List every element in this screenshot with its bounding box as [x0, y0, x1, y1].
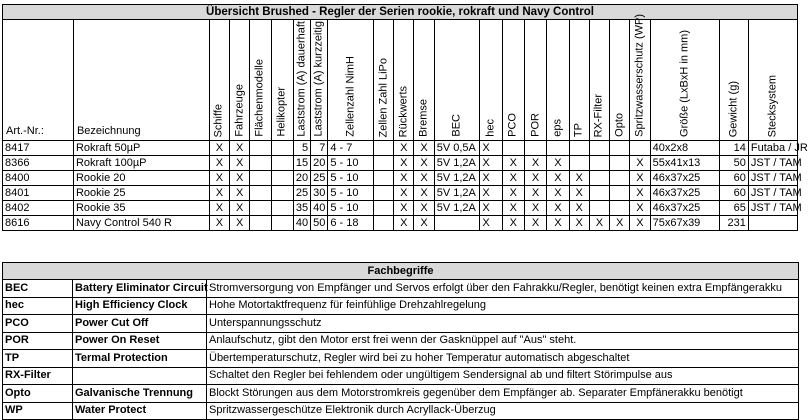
- table-row: [3, 156, 798, 171]
- cell-gewicht: 60: [719, 186, 748, 201]
- cell-nimh: 4 - 7: [328, 141, 374, 156]
- cell-pco: X: [502, 186, 524, 201]
- glossary-row: [3, 332, 799, 350]
- cell-steck: [748, 216, 797, 231]
- cell-kurz: 7: [311, 141, 328, 156]
- cell-rx: [589, 186, 609, 201]
- cell-heli: [271, 216, 293, 231]
- table-row: [3, 141, 798, 156]
- cell-opto: [610, 186, 630, 201]
- cell-por: X: [524, 156, 546, 171]
- cell-art: 8400: [3, 171, 74, 186]
- cell-eps: X: [547, 171, 569, 186]
- header-helikopter: Helikopter: [275, 87, 288, 137]
- table-title: Übersicht Brushed - Regler der Serien rookie, rokraft und Navy Control: [3, 5, 798, 20]
- glossary-full: Power Cut Off: [73, 315, 207, 333]
- cell-gewicht: 14: [719, 141, 748, 156]
- header-eps: eps: [551, 119, 564, 137]
- cell-dauer: 20: [293, 171, 310, 186]
- cell-art: 8401: [3, 186, 74, 201]
- glossary-full: Water Protect: [73, 402, 207, 420]
- glossary-desc: Übertemperaturschutz, Regler wird bei zu hoher Temperatur automatisch abgeschaltet: [207, 350, 799, 368]
- cell-wp: X: [630, 186, 650, 201]
- header-bec: BEC: [450, 114, 463, 137]
- header-rueckwerts: Rückwerts: [397, 85, 410, 137]
- glossary-abbr: BEC: [3, 280, 73, 298]
- cell-flaeche: [250, 171, 271, 186]
- cell-tp: X: [569, 171, 589, 186]
- cell-art: 8402: [3, 201, 74, 216]
- cell-heli: [271, 171, 293, 186]
- glossary-title: Fachbegriffe: [3, 263, 799, 280]
- glossary-row: [3, 280, 799, 298]
- cell-art: 8366: [3, 156, 74, 171]
- header-fahrzeuge: Fahrzeuge: [233, 84, 246, 137]
- cell-opto: [610, 156, 630, 171]
- header-laststrom-kurz: Laststrom (A) kurzzeitig: [312, 21, 325, 137]
- header-flaechenmodelle: Flächenmodelle: [253, 59, 266, 137]
- cell-kurz: 25: [311, 171, 328, 186]
- cell-opto: [610, 171, 630, 186]
- cell-steck: Futaba / JR: [748, 141, 797, 156]
- glossary-row: [3, 402, 799, 420]
- cell-wp: X: [630, 201, 650, 216]
- glossary-abbr: Opto: [3, 385, 73, 403]
- cell-fahrzeuge: X: [230, 141, 250, 156]
- glossary-row: [3, 297, 799, 315]
- glossary-desc: Blockt Störungen aus dem Motorstromkreis gegenüber dem Empfänger ab. Separater Empfänerakku benötigt: [207, 385, 799, 403]
- cell-hec: X: [480, 156, 502, 171]
- cell-steck: JST / TAM: [748, 186, 797, 201]
- cell-lipo: [373, 186, 393, 201]
- glossary-full: High Efficiency Clock: [73, 297, 207, 315]
- cell-rueck: X: [394, 201, 414, 216]
- cell-rx: [589, 141, 609, 156]
- cell-gewicht: 231: [719, 216, 748, 231]
- cell-flaeche: [250, 186, 271, 201]
- glossary-row: [3, 367, 799, 385]
- cell-name: Rookie 25: [73, 186, 209, 201]
- cell-schiffe: X: [209, 141, 229, 156]
- cell-hec: X: [480, 141, 502, 156]
- cell-bec: 5V 1,2A: [434, 156, 480, 171]
- cell-bremse: X: [414, 216, 434, 231]
- header-hec: hec: [484, 119, 497, 137]
- cell-bremse: X: [414, 141, 434, 156]
- glossary-abbr: PCO: [3, 315, 73, 333]
- header-stecksystem: Stecksystem: [766, 74, 779, 137]
- cell-por: X: [524, 186, 546, 201]
- cell-bremse: X: [414, 186, 434, 201]
- cell-eps: X: [547, 201, 569, 216]
- header-spritzwasserschutz: Spritzwasserschutz (WP): [633, 14, 646, 137]
- table-spacer: [2, 250, 798, 260]
- glossary-full: Galvanische Trennung: [73, 385, 207, 403]
- cell-tp: X: [569, 186, 589, 201]
- cell-dauer: 25: [293, 186, 310, 201]
- glossary-row: [3, 350, 799, 368]
- cell-flaeche: [250, 156, 271, 171]
- cell-heli: [271, 201, 293, 216]
- glossary-row: [3, 315, 799, 333]
- cell-steck: JST / TAM: [748, 156, 797, 171]
- cell-steck: JST / TAM: [748, 171, 797, 186]
- cell-tp: X: [569, 201, 589, 216]
- cell-schiffe: X: [209, 201, 229, 216]
- cell-heli: [271, 141, 293, 156]
- cell-tp: [569, 156, 589, 171]
- cell-fahrzeuge: X: [230, 171, 250, 186]
- cell-lipo: [373, 216, 393, 231]
- cell-hec: X: [480, 216, 502, 231]
- cell-opto: [610, 201, 630, 216]
- cell-hec: X: [480, 201, 502, 216]
- glossary-desc: Hohe Motortaktfrequenz für feinfühlige Drehzahlregelung: [207, 297, 799, 315]
- cell-kurz: 30: [311, 186, 328, 201]
- header-bremse: Bremse: [417, 99, 430, 137]
- cell-groesse: 55x41x13: [650, 156, 719, 171]
- cell-schiffe: X: [209, 216, 229, 231]
- cell-por: X: [524, 216, 546, 231]
- cell-groesse: 40x2x8: [650, 141, 719, 156]
- glossary-full: Power On Reset: [73, 332, 207, 350]
- cell-lipo: [373, 141, 393, 156]
- header-groesse: Größe (LxBxH in mm): [678, 30, 691, 137]
- cell-name: Rokraft 50µP: [73, 141, 209, 156]
- header-por: POR: [529, 113, 542, 137]
- glossary-abbr: WP: [3, 402, 73, 420]
- glossary-abbr: RX-Filter: [3, 367, 73, 385]
- cell-schiffe: X: [209, 156, 229, 171]
- header-gewicht: Gewicht (g): [727, 80, 740, 137]
- cell-heli: [271, 156, 293, 171]
- cell-rueck: X: [394, 141, 414, 156]
- header-schiffe: Schiffe: [212, 103, 225, 137]
- cell-nimh: 5 - 10: [328, 186, 374, 201]
- glossary-table: [2, 262, 799, 420]
- glossary-abbr: hec: [3, 297, 73, 315]
- cell-lipo: [373, 171, 393, 186]
- cell-name: Rookie 20: [73, 171, 209, 186]
- cell-gewicht: 50: [719, 156, 748, 171]
- header-art-nr: Art.-Nr.:: [3, 20, 74, 141]
- product-overview-table: [2, 4, 808, 231]
- cell-bec: 5V 0,5A: [434, 141, 480, 156]
- cell-nimh: 5 - 10: [328, 156, 374, 171]
- cell-por: X: [524, 201, 546, 216]
- cell-lipo: [373, 201, 393, 216]
- cell-bec: 5V 1,2A: [434, 171, 480, 186]
- cell-rx: X: [589, 216, 609, 231]
- glossary-abbr: TP: [3, 350, 73, 368]
- cell-bec: 5V 1,2A: [434, 186, 480, 201]
- cell-eps: X: [547, 156, 569, 171]
- cell-wp: X: [630, 156, 650, 171]
- cell-por: [524, 141, 546, 156]
- cell-rueck: X: [394, 171, 414, 186]
- cell-lipo: [373, 156, 393, 171]
- cell-flaeche: [250, 141, 271, 156]
- cell-flaeche: [250, 201, 271, 216]
- cell-pco: [502, 141, 524, 156]
- glossary-full: Battery Eliminator Circuit: [73, 280, 207, 298]
- cell-groesse: 46x37x25: [650, 201, 719, 216]
- cell-dauer: 5: [293, 141, 310, 156]
- glossary-abbr: POR: [3, 332, 73, 350]
- glossary-desc: Spritzwassergeschütze Elektronik durch Acryllack-Überzug: [207, 402, 799, 420]
- header-rx-filter: RX-Filter: [592, 93, 605, 137]
- cell-pco: X: [502, 156, 524, 171]
- cell-tp: [569, 141, 589, 156]
- header-row: [3, 20, 798, 141]
- cell-pco: X: [502, 216, 524, 231]
- cell-name: Rookie 35: [73, 201, 209, 216]
- header-laststrom-dauer: Laststrom (A) dauerhaft: [295, 21, 308, 137]
- cell-eps: X: [547, 186, 569, 201]
- cell-rx: [589, 171, 609, 186]
- cell-gewicht: 60: [719, 171, 748, 186]
- cell-steck: JST / TAM: [748, 201, 797, 216]
- glossary-row: [3, 385, 799, 403]
- cell-dauer: 15: [293, 156, 310, 171]
- cell-fahrzeuge: X: [230, 156, 250, 171]
- cell-heli: [271, 186, 293, 201]
- cell-por: X: [524, 171, 546, 186]
- cell-kurz: 40: [311, 201, 328, 216]
- cell-kurz: 20: [311, 156, 328, 171]
- cell-groesse: 46x37x25: [650, 186, 719, 201]
- table-row: [3, 201, 798, 216]
- cell-hec: X: [480, 186, 502, 201]
- cell-nimh: 6 - 18: [328, 216, 374, 231]
- cell-wp: X: [630, 216, 650, 231]
- cell-bec: 5V 1,2A: [434, 201, 480, 216]
- table-row: [3, 216, 798, 231]
- header-tp: TP: [572, 122, 585, 137]
- header-zellenzahl-nimh: Zellenzahl NimH: [344, 56, 357, 137]
- cell-fahrzeuge: X: [230, 216, 250, 231]
- cell-bec: [434, 216, 480, 231]
- cell-tp: X: [569, 216, 589, 231]
- cell-groesse: 75x67x39: [650, 216, 719, 231]
- glossary-desc: Schaltet den Regler bei fehlendem oder ungültigem Sendersignal ab und filtert Störimpulse aus: [207, 367, 799, 385]
- cell-rx: [589, 201, 609, 216]
- cell-bremse: X: [414, 156, 434, 171]
- cell-name: Navy Control 540 R: [73, 216, 209, 231]
- cell-eps: [547, 141, 569, 156]
- cell-fahrzeuge: X: [230, 186, 250, 201]
- cell-pco: X: [502, 171, 524, 186]
- cell-rueck: X: [394, 216, 414, 231]
- table-row: [3, 186, 798, 201]
- cell-wp: X: [630, 171, 650, 186]
- cell-schiffe: X: [209, 186, 229, 201]
- cell-groesse: 46x37x25: [650, 171, 719, 186]
- cell-art: 8417: [3, 141, 74, 156]
- cell-bremse: X: [414, 201, 434, 216]
- cell-dauer: 40: [293, 216, 310, 231]
- header-bezeichnung: Bezeichnung: [73, 20, 209, 141]
- cell-gewicht: 65: [719, 201, 748, 216]
- cell-hec: X: [480, 171, 502, 186]
- cell-art: 8616: [3, 216, 74, 231]
- table-row: [3, 171, 798, 186]
- cell-name: Rokraft 100µP: [73, 156, 209, 171]
- glossary-full: [73, 367, 207, 385]
- cell-rueck: X: [394, 156, 414, 171]
- glossary-desc: Stromversorgung von Empfänger und Servos erfolgt über den Fahrakku/Regler, benötigt keinen extra Empfängerakku: [207, 280, 799, 298]
- glossary-desc: Unterspannungsschutz: [207, 315, 799, 333]
- header-pco: PCO: [506, 113, 519, 137]
- cell-dauer: 35: [293, 201, 310, 216]
- cell-pco: X: [502, 201, 524, 216]
- cell-flaeche: [250, 216, 271, 231]
- cell-rueck: X: [394, 186, 414, 201]
- header-opto: Opto: [613, 113, 626, 137]
- cell-opto: X: [610, 216, 630, 231]
- cell-nimh: 5 - 10: [328, 171, 374, 186]
- header-zellenzahl-lipo: Zellen Zahl LiPo: [377, 57, 390, 137]
- cell-schiffe: X: [209, 171, 229, 186]
- cell-fahrzeuge: X: [230, 201, 250, 216]
- glossary-full: Termal Protection: [73, 350, 207, 368]
- cell-nimh: 5 - 10: [328, 201, 374, 216]
- cell-kurz: 50: [311, 216, 328, 231]
- cell-wp: [630, 141, 650, 156]
- cell-rx: [589, 156, 609, 171]
- cell-bremse: X: [414, 171, 434, 186]
- cell-opto: [610, 141, 630, 156]
- glossary-desc: Anlaufschutz, gibt den Motor erst frei wenn der Gasknüppel auf "Aus" steht.: [207, 332, 799, 350]
- cell-eps: X: [547, 216, 569, 231]
